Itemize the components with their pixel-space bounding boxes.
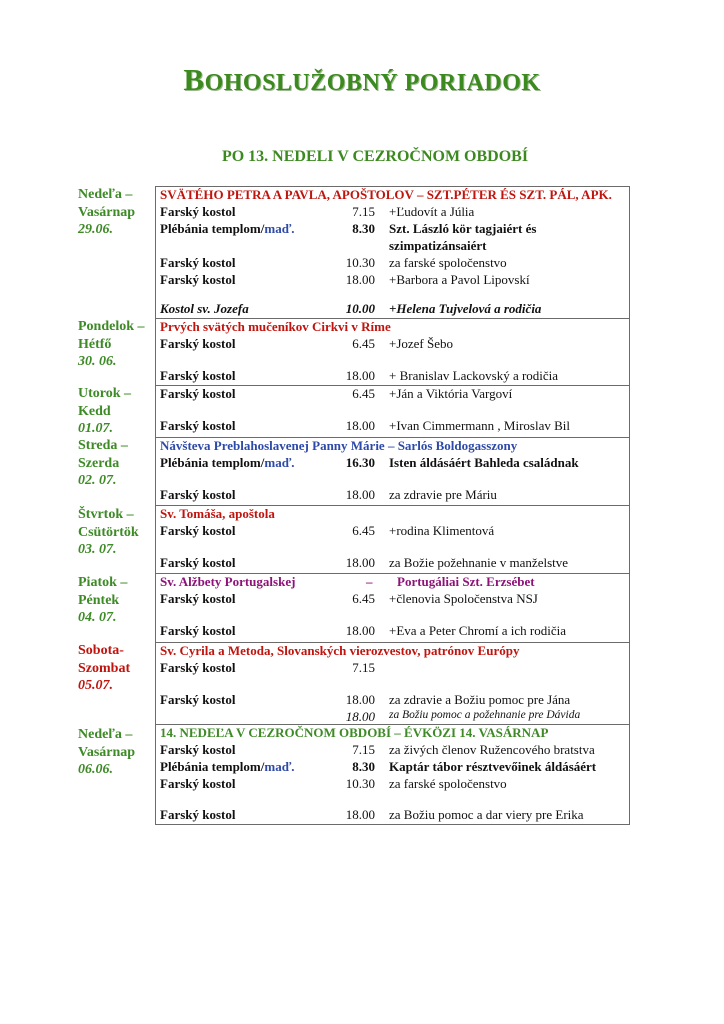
- mass-time: 18.00: [345, 555, 375, 570]
- church-name: Farský kostol: [160, 692, 236, 707]
- mass-intention: +Helena Tujvelová a rodičia: [389, 301, 542, 316]
- mass-intention: +členovia Spoločenstva NSJ: [389, 591, 538, 606]
- church-name: Farský kostol: [160, 776, 236, 791]
- mass-time: 18.00: [345, 623, 375, 638]
- mass-time: 6.45: [352, 523, 375, 538]
- mass-time: 10.00: [345, 301, 375, 316]
- mass-intention: + Branislav Lackovský a rodičia: [389, 368, 559, 383]
- day-label: Nedeľa – Vasárnap 06.06.: [78, 727, 136, 778]
- mass-time: 18.00: [345, 709, 375, 724]
- mass-intention: za zdravie a Božiu pomoc pre Jána: [389, 692, 571, 707]
- feast-header: Sv. Tomáša, apoštola: [160, 506, 275, 521]
- mass-time: 18.00: [345, 272, 375, 287]
- mass-time: 18.00: [345, 418, 375, 433]
- mass-intention: za živých členov Ružencového bratstva: [389, 742, 595, 757]
- mass-intention: +Ľudovít a Júlia: [389, 204, 475, 219]
- church-name: Farský kostol: [160, 523, 236, 538]
- church-name: Farský kostol: [160, 386, 236, 401]
- day-label: Štvrtok – Csütörtök 03. 07.: [78, 507, 139, 558]
- church-name: Farský kostol: [160, 555, 236, 570]
- mass-time: 10.30: [345, 776, 375, 791]
- mass-time: 18.00: [345, 368, 375, 383]
- church-name: Plébánia templom/maď.: [160, 455, 295, 470]
- mass-time: 6.45: [352, 336, 375, 351]
- mass-time: 6.45: [352, 386, 375, 401]
- mass-intention: +Eva a Peter Chromí a ich rodičia: [389, 623, 566, 638]
- page-subtitle: PO 13. NEDELI V CEZROČNOM OBDOBÍ: [221, 148, 529, 165]
- church-name: Farský kostol: [160, 742, 236, 757]
- church-name: Kostol sv. Jozefa: [160, 301, 249, 316]
- mass-intention: za Božie požehnanie v manželstve: [389, 555, 569, 570]
- mass-time: 7.15: [352, 742, 375, 757]
- church-name: Farský kostol: [160, 660, 236, 675]
- mass-time: 18.00: [345, 487, 375, 502]
- mass-intention: +Ján a Viktória Vargoví: [389, 386, 513, 401]
- day-label: Utorok – Kedd 01.07.: [78, 386, 132, 437]
- feast-header: Prvých svätých mučeníkov Cirkvi v Ríme: [160, 319, 391, 334]
- page-title: BOHOSLUŽOBNÝ PORIADOK: [183, 62, 541, 97]
- feast-header: Sv. Alžbety Portugalskej – Portugáliai Szt. Erzsébet: [160, 574, 535, 589]
- church-name: Farský kostol: [160, 368, 236, 383]
- mass-time: 7.15: [352, 660, 375, 675]
- feast-header: Návšteva Preblahoslavenej Panny Márie – Sarlós Boldogasszony: [160, 438, 518, 453]
- day-label: Pondelok – Hétfő 30. 06.: [78, 319, 145, 370]
- mass-intention: +Barbora a Pavol Lipovskí: [389, 272, 530, 287]
- mass-intention: Kaptár tábor résztvevőinek áldásáért: [389, 759, 597, 774]
- mass-time: 8.30: [352, 221, 375, 236]
- church-name: Farský kostol: [160, 591, 236, 606]
- mass-time: 10.30: [345, 255, 375, 270]
- church-name: Farský kostol: [160, 255, 236, 270]
- mass-time: 8.30: [352, 759, 375, 774]
- church-name: Farský kostol: [160, 623, 236, 638]
- mass-intention: Szt. László kör tagjaiért és: [389, 221, 537, 236]
- church-name: Farský kostol: [160, 418, 236, 433]
- feast-header: Sv. Cyrila a Metoda, Slovanských vierozvestov, patrónov Európy: [160, 643, 520, 658]
- church-name: Farský kostol: [160, 272, 236, 287]
- day-label: Streda – Szerda 02. 07.: [78, 438, 128, 489]
- church-name: Farský kostol: [160, 487, 236, 502]
- mass-intention: za Božiu pomoc a dar viery pre Erika: [389, 807, 584, 822]
- day-label: Nedeľa – Vasárnap 29.06.: [78, 187, 136, 238]
- mass-intention: za zdravie pre Máriu: [389, 487, 497, 502]
- day-label: Sobota-Szombat 05.07.: [78, 643, 131, 694]
- schedule-table: SVÄTÉHO PETRA A PAVLA, APOŠTOLOV – SZT.PÉTER ÉS SZT. PÁL, APK. Farský kostol 7.15 +Ľudovít a Júlia Plébánia templom/maď. 8.30 Szt. László kör tagjaiért és szimpatizánsaiért Farský kostol 10.30 za farské spoločenstvo Farský kostol 18.00 +Barbora a Pavol Lipovskí Kostol sv. Jozefa 10.00 +Helena Tujvelová a rodičia Prvých svätých mučeníkov Cirkvi v Ríme Farský kostol 6.45 +Jozef Šebo Farský kostol 18.00 + Branislav Lackovský a rodičia Farský kostol 6.45 +Ján a Viktória Vargoví Farský kostol 18.00 +Ivan Cimmermann , Miroslav Bil Návšteva Preblahoslavenej Panny Márie – Sarlós Boldogasszony Plébánia templom/maď. 16.30 Isten áldásáért Bahleda családnak Farský kostol 18.00 za zdravie pre Máriu Sv. Tomáša, apoštola Farský kostol 6.45 +rodina Klimentová Farský kostol 18.00 za Božie požehnanie v manželstve Sv. Alžbety Portugalskej – Portugáliai Szt. Erzsébet Farský kostol 6.45 +členovia Spoločenstva NSJ Farský kostol 18.00 +Eva a Peter Chromí a ich rodičia Sv. Cyrila a Metoda, Slovanských vierozvestov, patrónov Európy Farský kostol 7.15 Farský kostol 18.00 za zdravie a Božiu pomoc pre Jána 18.00 za Božiu pomoc a požehnanie pre Dávida 14. NEDEĽA V CEZROČNOM OBDOBÍ – ÉVKÖZI 14. VASÁRNAP Farský kostol 7.15 za živých členov Ružencového bratstva Plébánia templom/maď. 8.30 Kaptár tábor résztvevőinek áldásáért Farský kostol 10.30 za farské spoločenstvo Farský kostol 18.00 za Božiu pomoc a dar viery pre Erika: [155, 186, 630, 825]
- mass-intention: +Jozef Šebo: [389, 336, 454, 351]
- mass-time: 18.00: [345, 807, 375, 822]
- feast-header: SVÄTÉHO PETRA A PAVLA, APOŠTOLOV – SZT.PÉTER ÉS SZT. PÁL, APK.: [160, 187, 612, 202]
- mass-intention: +Ivan Cimmermann , Miroslav Bil: [389, 418, 571, 433]
- church-name: Farský kostol: [160, 336, 236, 351]
- mass-time: 6.45: [352, 591, 375, 606]
- mass-intention: za farské spoločenstvo: [389, 255, 507, 270]
- mass-time: 7.15: [352, 204, 375, 219]
- feast-header: 14. NEDEĽA V CEZROČNOM OBDOBÍ – ÉVKÖZI 14. VASÁRNAP: [160, 725, 549, 740]
- mass-intention: +rodina Klimentová: [389, 523, 495, 538]
- mass-intention: Isten áldásáért Bahleda családnak: [389, 455, 579, 470]
- church-name: Plébánia templom/maď.: [160, 759, 295, 774]
- church-name: Plébánia templom/maď.: [160, 221, 295, 236]
- church-name: Farský kostol: [160, 807, 236, 822]
- day-label: Piatok – Péntek 04. 07.: [78, 575, 128, 626]
- mass-intention: za farské spoločenstvo: [389, 776, 507, 791]
- church-name: Farský kostol: [160, 204, 236, 219]
- mass-time: 16.30: [345, 455, 375, 470]
- mass-time: 18.00: [345, 692, 375, 707]
- mass-intention: za Božiu pomoc a požehnanie pre Dávida: [389, 709, 581, 721]
